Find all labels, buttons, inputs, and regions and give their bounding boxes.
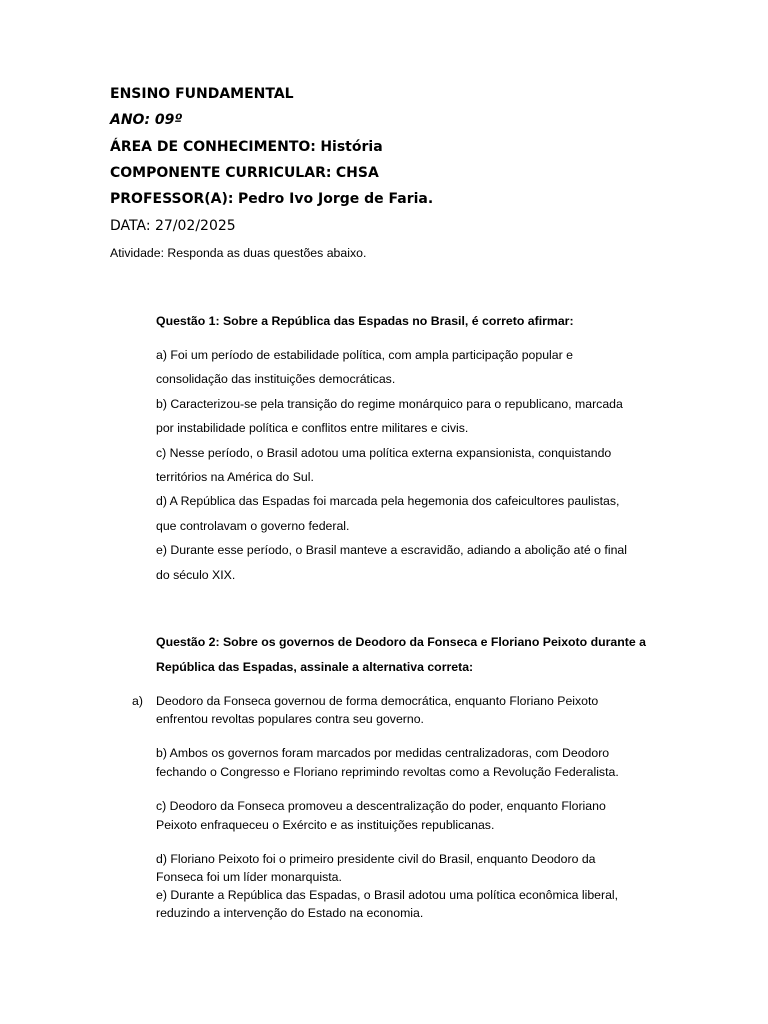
question-2-line: e) Durante a República das Espadas, o Brasil adotou uma política econômica liberal, [156,888,619,902]
question-2-line: c) Deodoro da Fonseca promoveu a descentralização do poder, enquanto Floriano [156,799,606,813]
question-1-line: b) Caracterizou-se pela transição do regime monárquico para o republicano, marcada [156,397,623,411]
question-1-line: c) Nesse período, o Brasil adotou uma política externa expansionista, conquistando [156,446,612,460]
curricular-component-value: CHSA [335,165,379,181]
question-1-title: Questão 1: Sobre a República das Espadas no Brasil, é correto afirmar: [156,314,574,328]
question-1-line: e) Durante esse período, o Brasil manteve a escravidão, adiando a abolição até o final [156,543,627,557]
school-level: ENSINO FUNDAMENTAL [110,86,294,102]
question-2-line: Peixoto enfraqueceu o Exército e as instituições republicanas. [156,818,495,832]
knowledge-area-value: História [320,139,383,155]
question-1-line: d) A República das Espadas foi marcada pela hegemonia dos cafeicultores paulistas, [156,494,620,508]
question-1-line: consolidação das instituições democráticas. [156,372,396,386]
question-2-line: d) Floriano Peixoto foi o primeiro presidente civil do Brasil, enquanto Deodoro da [156,852,596,866]
knowledge-area [110,138,383,156]
question-2-line: b) Ambos os governos foram marcados por medidas centralizadoras, com Deodoro [156,746,610,760]
curricular-component [110,164,379,182]
knowledge-area-label: ÁREA DE CONHECIMENTO: [110,139,316,155]
question-2-line: reduzindo a intervenção do Estado na economia. [156,906,424,920]
curricular-component-label: COMPONENTE CURRICULAR: [110,165,332,181]
professor-name: Pedro Ivo Jorge de Faria. [237,191,434,207]
question-2-line: enfrentou revoltas populares contra seu governo. [156,712,424,726]
question-1-line: do século XIX. [156,568,236,582]
question-2-title: Questão 2: Sobre os governos de Deodoro da Fonseca e Floriano Peixoto durante a [156,635,646,649]
professor-label: PROFESSOR(A): [110,191,234,207]
question-1-line: territórios na América do Sul. [156,470,314,484]
question-2-line: Deodoro da Fonseca governou de forma democrática, enquanto Floriano Peixoto [156,694,599,708]
school-year: ANO: 09º [110,112,183,128]
date: DATA: 27/02/2025 [110,218,236,234]
question-1-line: a) Foi um período de estabilidade política, com ampla participação popular e [156,348,573,362]
professor [110,190,433,208]
question-1-line: por instabilidade política e conflitos entre militares e civis. [156,421,469,435]
question-1-line: que controlavam o governo federal. [156,519,350,533]
activity-instruction: Atividade: Responda as duas questões abaixo. [110,246,367,260]
question-2-line: fechando o Congresso e Floriano reprimindo revoltas como a Revolução Federalista. [156,765,619,779]
question-2-line: Fonseca foi um líder monarquista. [156,870,342,884]
question-2-option-a-marker: a) [132,694,143,708]
question-2-title: República das Espadas, assinale a alternativa correta: [156,660,474,674]
